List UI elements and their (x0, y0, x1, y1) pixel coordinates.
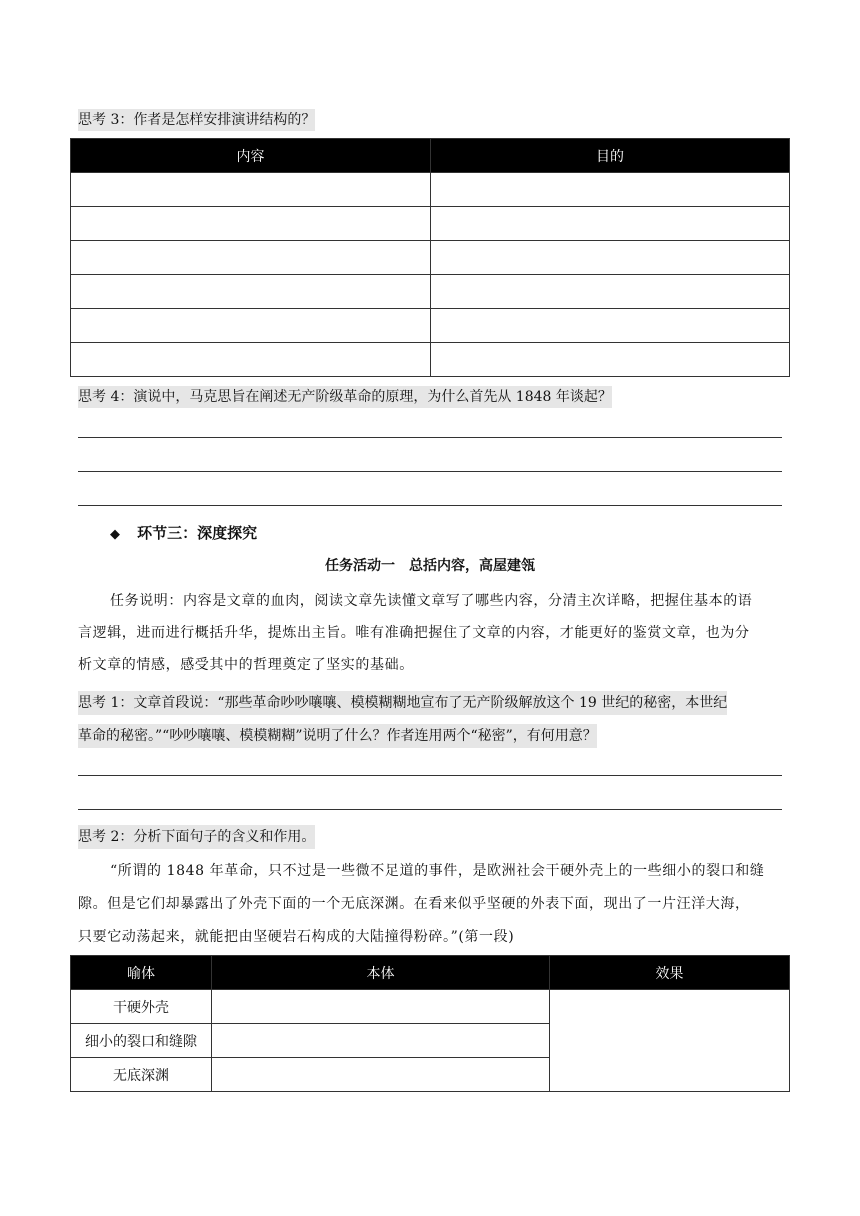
answer-cell[interactable] (431, 173, 790, 207)
task-title: 任务活动一 总括内容，高屋建瓴 (325, 558, 535, 574)
table-header-vehicle: 喻体 (71, 956, 212, 990)
answer-cell[interactable] (71, 343, 431, 377)
answer-cell[interactable] (212, 990, 550, 1024)
table-row (71, 241, 790, 275)
question-1-line-2: 革命的秘密。”“吵吵嚷嚷、模模糊糊”说明了什么？作者连用两个“秘密”，有何用意？ (78, 724, 597, 748)
answer-line[interactable] (78, 775, 782, 776)
answer-line[interactable] (78, 809, 782, 810)
quote-line-3: 只要它动荡起来，就能把由坚硬岩石构成的大陆撞得粉碎。”(第一段) (78, 929, 515, 945)
question-2: 思考 2：分析下面句子的含义和作用。 (78, 825, 315, 849)
answer-cell[interactable] (71, 173, 431, 207)
table-header-effect: 效果 (550, 956, 790, 990)
table-header-tenor: 本体 (212, 956, 550, 990)
section-heading (110, 522, 257, 544)
task-description-line-1: 任务说明：内容是文章的血肉，阅读文章先读懂文章写了哪些内容，分清主次详略，把握住基本的语 (110, 593, 753, 609)
diamond-bullet-icon: ◆ (110, 527, 120, 542)
quote-line-2: 隙。但是它们却暴露出了外壳下面的一个无底深渊。在看来似乎坚硬的外表下面，现出了一片汪洋大海， (78, 896, 750, 912)
table-row (71, 173, 790, 207)
question-4: 思考 4：演说中，马克思旨在阐述无产阶级革命的原理，为什么首先从 1848 年谈起？ (78, 386, 612, 408)
metaphor-table (70, 955, 790, 1092)
table-row (71, 309, 790, 343)
answer-cell[interactable] (71, 207, 431, 241)
table-header-content: 内容 (71, 139, 431, 173)
answer-cell[interactable] (431, 309, 790, 343)
task-description-line-2: 言逻辑，进而进行概括升华，提炼出主旨。唯有准确把握住了文章的内容，才能更好的鉴赏文章，也为分 (78, 625, 750, 641)
table-row (71, 275, 790, 309)
answer-cell[interactable] (212, 1024, 550, 1058)
answer-cell[interactable] (71, 309, 431, 343)
answer-line[interactable] (78, 505, 782, 506)
table-row (71, 207, 790, 241)
task-description-line-3: 析文章的情感，感受其中的哲理奠定了坚实的基础。 (78, 657, 414, 673)
answer-cell[interactable] (71, 275, 431, 309)
answer-cell[interactable] (431, 207, 790, 241)
answer-cell[interactable] (431, 343, 790, 377)
table-header-purpose: 目的 (431, 139, 790, 173)
table-row (71, 343, 790, 377)
vehicle-cell: 细小的裂口和缝隙 (71, 1024, 212, 1058)
answer-line[interactable] (78, 437, 782, 438)
vehicle-cell: 无底深渊 (71, 1058, 212, 1092)
table-row (71, 990, 790, 1024)
answer-cell[interactable] (212, 1058, 550, 1092)
section-title: 环节三：深度探究 (137, 524, 258, 542)
vehicle-cell: 干硬外壳 (71, 990, 212, 1024)
answer-cell[interactable] (431, 275, 790, 309)
structure-table (70, 138, 790, 377)
question-1-line-1: 思考 1：文章首段说：“那些革命吵吵嚷嚷、模模糊糊地宣布了无产阶级解放这个 19 世纪的秘密，本世纪 (78, 691, 727, 715)
question-3: 思考 3：作者是怎样安排演讲结构的？ (78, 109, 315, 131)
answer-cell[interactable] (431, 241, 790, 275)
effect-answer-cell[interactable] (550, 990, 790, 1092)
answer-line[interactable] (78, 471, 782, 472)
answer-cell[interactable] (71, 241, 431, 275)
quote-line-1: “所谓的 1848 年革命，只不过是一些微不足道的事件，是欧洲社会干硬外壳上的一些细小的裂口和缝 (110, 863, 765, 879)
